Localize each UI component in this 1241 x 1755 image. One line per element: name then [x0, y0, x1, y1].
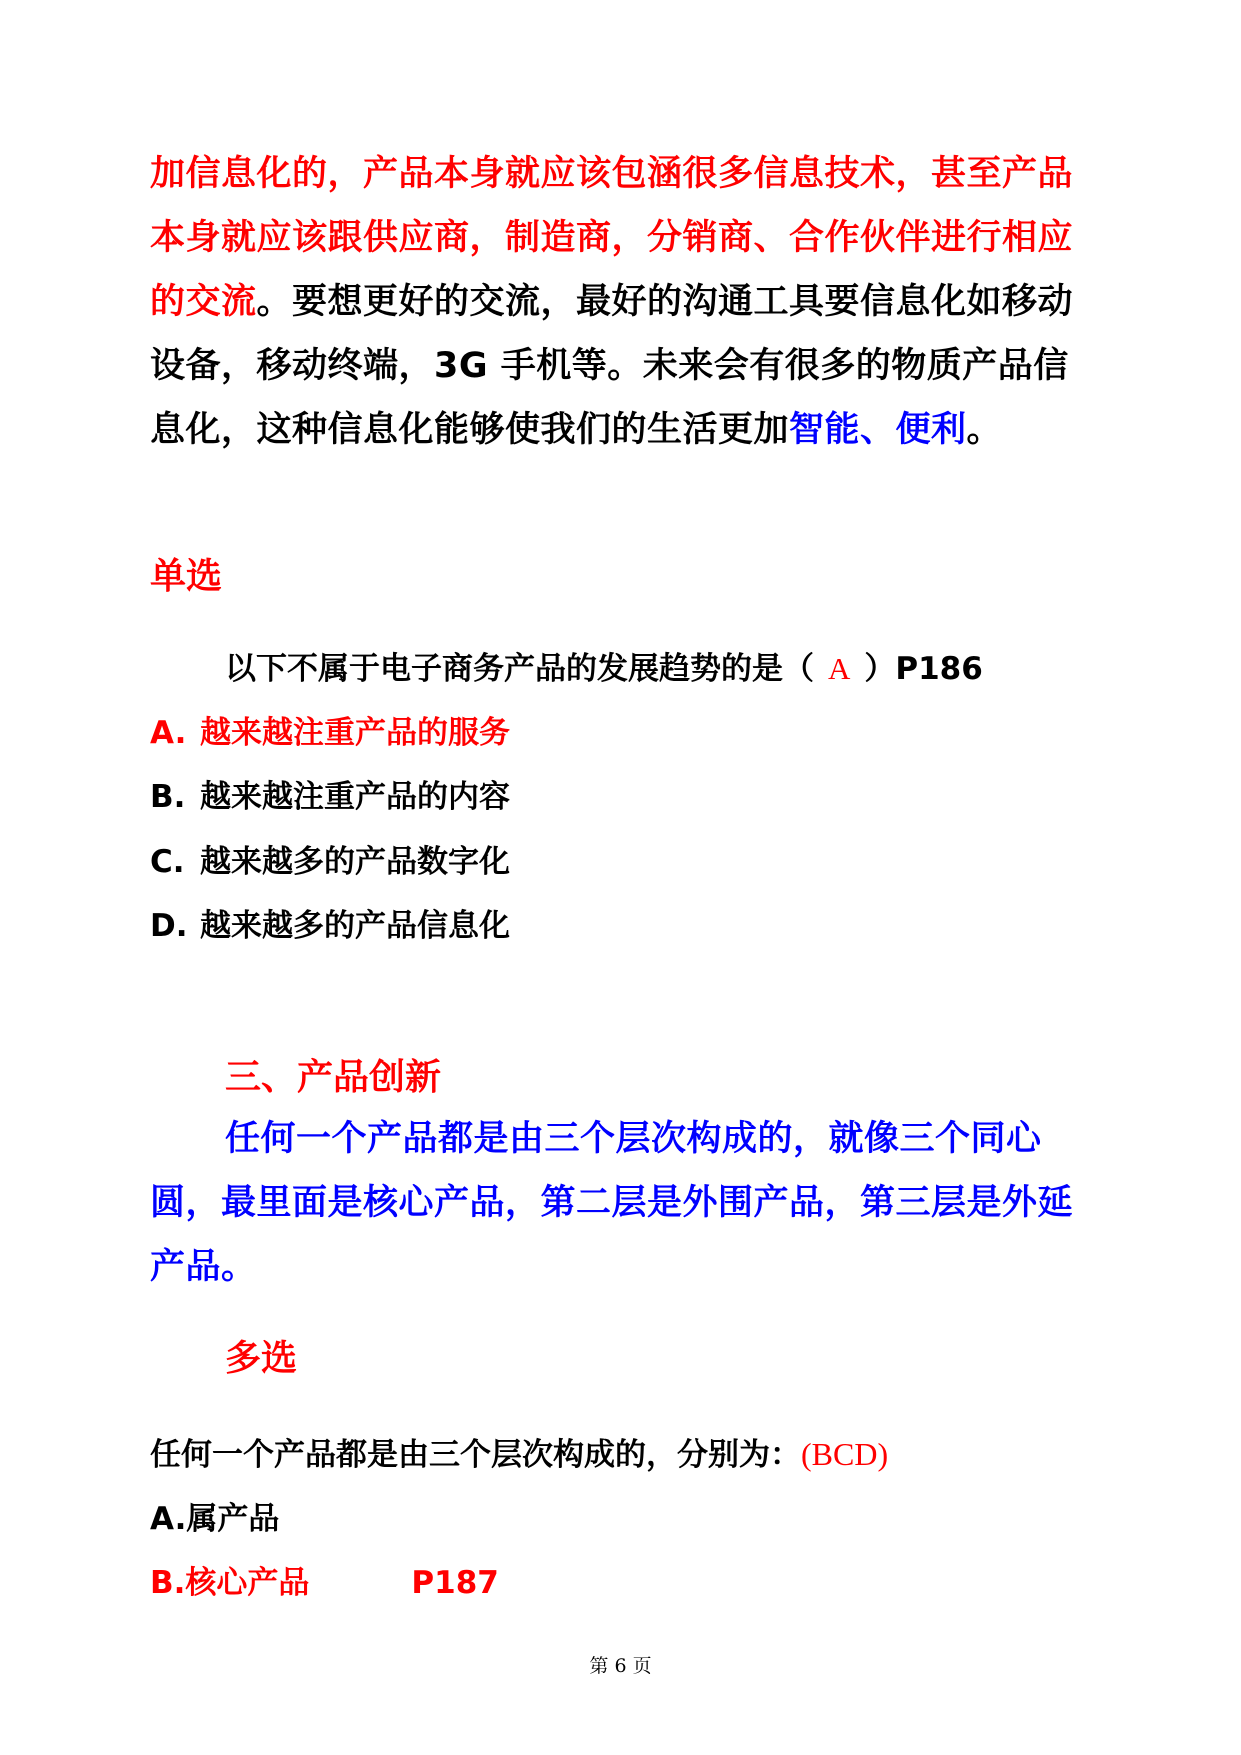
intro-segment-red: 加信息化的，产品本身就应该包涵很多信息技术，甚至产品本身就应该跟供应商，制造商，分销商、合作伙伴进行相应的交流 — [150, 154, 1074, 322]
option-letter: C. — [150, 844, 185, 880]
section-body: 任何一个产品都是由三个层次构成的，就像三个同心圆，最里面是核心产品，第二层是外围产品，第三层是外延产品。 — [150, 1119, 1074, 1287]
intro-segment-end: 。 — [966, 410, 1003, 450]
multi-option-b — [150, 1557, 499, 1602]
option-letter: D. — [150, 908, 188, 944]
question-text: 任何一个产品都是由三个层次构成的，分别为： — [150, 1437, 801, 1473]
option-b — [150, 771, 510, 816]
question-text: 以下不属于电子商务产品的发展趋势的是（ — [225, 651, 814, 687]
option-text: 越来越多的产品数字化 — [200, 844, 510, 880]
option-text: 核心产品 — [185, 1565, 310, 1601]
option-page-ref: P187 — [411, 1565, 499, 1601]
option-letter: B. — [150, 1565, 186, 1601]
option-text: 越来越注重产品的内容 — [200, 779, 510, 815]
question-answer: (BCD) — [801, 1436, 889, 1472]
intro-segment-blue: 智能、便利 — [789, 410, 967, 450]
single-choice-label: 单选 — [150, 556, 223, 597]
multi-choice-question — [150, 1429, 888, 1474]
section-heading: 三、产品创新 — [225, 1057, 442, 1098]
multi-choice-label: 多选 — [225, 1338, 298, 1379]
question-end: ）P186 — [864, 651, 983, 687]
option-letter: A. — [150, 715, 187, 751]
option-a — [150, 707, 510, 752]
option-c — [150, 836, 510, 881]
question-answer: A — [828, 651, 851, 686]
option-text: 越来越注重产品的服务 — [200, 715, 510, 751]
multi-option-a — [150, 1493, 279, 1538]
option-text: 越来越多的产品信息化 — [200, 908, 510, 944]
option-letter: A. — [150, 1501, 187, 1537]
option-letter: B. — [150, 779, 186, 815]
page-number: 第 6 页 — [589, 1655, 652, 1677]
option-d — [150, 900, 510, 945]
single-choice-question — [225, 643, 983, 688]
intro-paragraph — [150, 142, 1095, 462]
option-text: 属产品 — [186, 1501, 280, 1537]
intro-segment-black: 。要想更好的交流，最好的沟通工具要信息化如移动设备，移动终端，3G 手机等。未来会有很多的物质产品信息化，这种信息化能够使我们的生活更加 — [150, 282, 1074, 450]
